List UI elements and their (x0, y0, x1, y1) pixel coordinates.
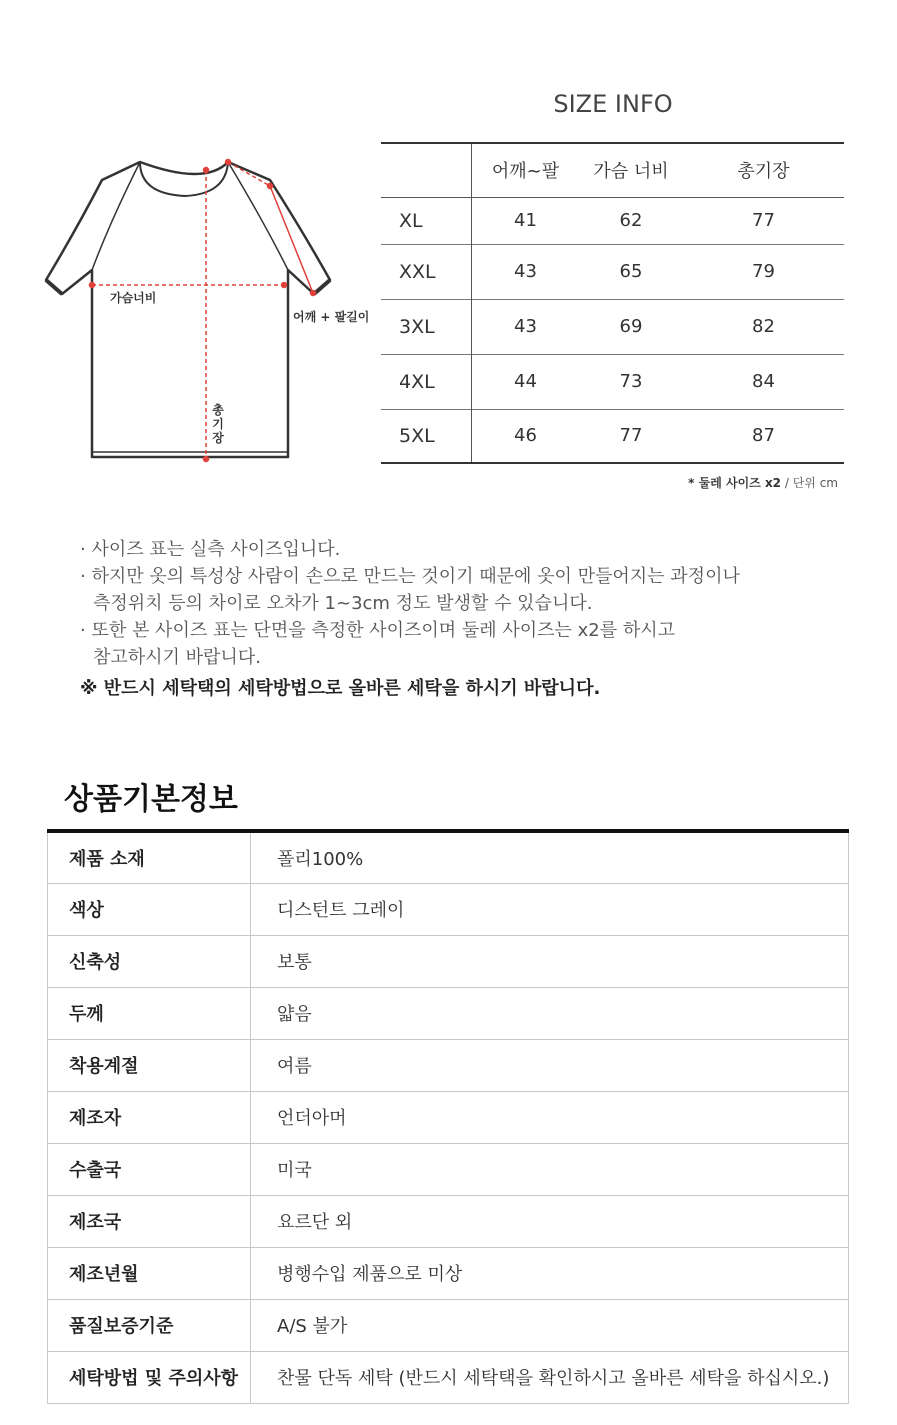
chest-value: 73 (619, 371, 643, 392)
header-shoulder-arm: 어깨~팔 (472, 143, 580, 197)
info-value: 병행수입 제품으로 미상 (251, 1247, 849, 1299)
size-label: XXL (381, 244, 472, 299)
info-value: 여름 (251, 1039, 849, 1091)
info-value: 요르단 외 (251, 1195, 849, 1247)
product-info-table (47, 829, 849, 1404)
header-size (381, 143, 472, 197)
info-key: 제조자 (48, 1091, 251, 1143)
info-row (48, 831, 849, 883)
chest-label: 가슴너비 (110, 291, 157, 305)
note-line: 참고하시기 바랍니다. (93, 647, 261, 668)
size-table (381, 142, 844, 464)
length-value: 77 (752, 210, 775, 231)
size-label: 5XL (381, 409, 472, 463)
info-value: A/S 불가 (251, 1299, 849, 1351)
chest-value: 65 (619, 261, 643, 282)
size-row (381, 299, 844, 354)
header-chest: 가슴 너비 (579, 143, 683, 197)
chest-value: 69 (619, 316, 643, 337)
size-info-title: SIZE INFO (553, 90, 673, 118)
size-row (381, 409, 844, 463)
length-value: 87 (752, 425, 775, 447)
chest-value: 62 (619, 210, 643, 231)
length-value: 84 (752, 371, 775, 392)
info-row (48, 1351, 849, 1403)
info-key: 제품 소재 (48, 831, 251, 883)
info-key: 신축성 (48, 935, 251, 987)
length-label: 총 기 장 (212, 403, 224, 445)
note-line: · 하지만 옷의 특성상 사람이 손으로 만드는 것이기 때문에 옷이 만들어지는 과정이나 (80, 566, 740, 587)
size-note-strong: * 둘레 사이즈 x2 (688, 476, 782, 490)
washing-warning: ※ 반드시 세탁택의 세탁방법으로 올바른 세탁을 하시기 바랍니다. (80, 678, 601, 699)
product-info-title: 상품기본정보 (64, 782, 238, 817)
size-label: 4XL (381, 354, 472, 409)
info-value: 미국 (251, 1143, 849, 1195)
note-line: · 사이즈 표는 실측 사이즈입니다. (80, 539, 341, 560)
size-row (381, 244, 844, 299)
shoulder-arm-value: 43 (514, 316, 537, 337)
info-value: 디스턴트 그레이 (251, 883, 849, 935)
info-value: 언더아머 (251, 1091, 849, 1143)
shoulder-label: 어깨 + 팔길이 (293, 310, 370, 324)
size-unit-note (688, 474, 838, 491)
size-row (381, 354, 844, 409)
info-row (48, 1299, 849, 1351)
info-value: 얇음 (251, 987, 849, 1039)
size-row (381, 197, 844, 244)
info-row (48, 883, 849, 935)
info-value: 찬물 단독 세탁 (반드시 세탁택을 확인하시고 올바른 세탁을 하십시오.) (251, 1351, 849, 1403)
info-row (48, 1039, 849, 1091)
info-key: 품질보증기준 (48, 1299, 251, 1351)
info-key: 수출국 (48, 1143, 251, 1195)
size-table-header (381, 143, 844, 197)
size-label: XL (381, 197, 472, 244)
note-line: 측정위치 등의 차이로 오차가 1~3cm 정도 발생할 수 있습니다. (93, 593, 593, 614)
info-key: 착용계절 (48, 1039, 251, 1091)
info-key: 색상 (48, 883, 251, 935)
info-row (48, 987, 849, 1039)
chest-value: 77 (619, 425, 643, 447)
info-row (48, 1247, 849, 1299)
info-row (48, 935, 849, 987)
size-note-rest: / 단위 cm (781, 476, 838, 490)
note-line: · 또한 본 사이즈 표는 단면을 측정한 사이즈이며 둘레 사이즈는 x2를 하시고 (80, 620, 676, 641)
header-length: 총기장 (683, 143, 844, 197)
info-key: 두께 (48, 987, 251, 1039)
length-value: 79 (752, 261, 775, 282)
info-row (48, 1091, 849, 1143)
size-label: 3XL (381, 299, 472, 354)
info-row (48, 1143, 849, 1195)
shoulder-arm-value: 41 (514, 210, 537, 231)
info-key: 제조국 (48, 1195, 251, 1247)
shoulder-arm-value: 43 (514, 261, 537, 282)
length-value: 82 (752, 316, 775, 337)
info-key: 제조년월 (48, 1247, 251, 1299)
shoulder-arm-value: 46 (514, 425, 537, 447)
size-notes (80, 536, 840, 702)
info-value: 폴리100% (251, 831, 849, 883)
info-value: 보통 (251, 935, 849, 987)
shoulder-arm-value: 44 (514, 371, 537, 392)
info-key: 세탁방법 및 주의사항 (48, 1351, 251, 1403)
info-row (48, 1195, 849, 1247)
